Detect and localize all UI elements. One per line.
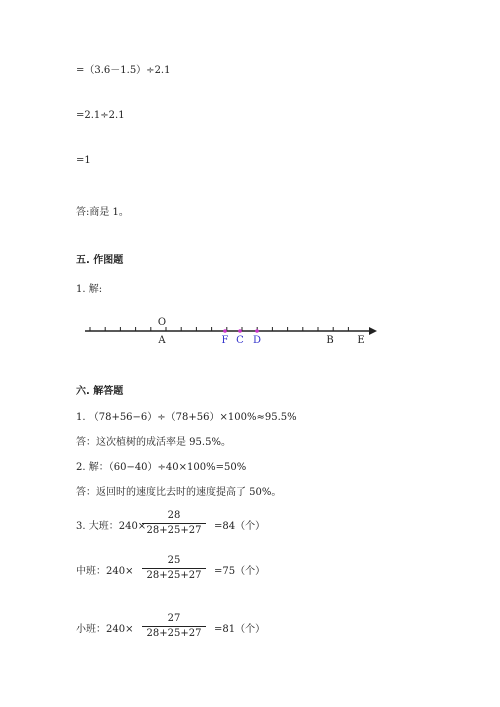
numerator: 27 [167, 613, 181, 624]
point-d [255, 329, 259, 333]
fraction-result: =81（个） [214, 624, 266, 635]
label-c: C [236, 335, 244, 346]
fraction-result: =84（个） [214, 521, 266, 532]
origin-label: O [157, 317, 167, 328]
step-line-3: =1 [76, 155, 91, 166]
fraction [142, 555, 206, 582]
question-6-1: 1. （78+56−6）÷（78+56）×100%≈95.5% [76, 412, 297, 423]
label-a: A [158, 335, 166, 346]
point-f [223, 329, 227, 333]
fraction-bar [142, 626, 206, 627]
denominator: 28+25+27 [146, 570, 202, 581]
step-line-1: =（3.6－1.5）÷2.1 [76, 65, 171, 76]
answer-6-2: 答：返回时的速度比去时的速度提高了 50%。 [76, 487, 282, 498]
answer-line: 答:商是 1。 [76, 207, 129, 218]
fraction-bar [142, 523, 206, 524]
fraction-bar [142, 568, 206, 569]
fraction-result: =75（个） [214, 566, 266, 577]
fraction [142, 613, 206, 640]
question-6-2: 2. 解：（60−40）÷40×100%=50% [76, 462, 247, 473]
denominator: 28+25+27 [146, 525, 202, 536]
point-c [238, 329, 242, 333]
label-e: E [357, 335, 365, 346]
section-heading-5: 五. 作图题 [76, 255, 124, 266]
label-b: B [326, 335, 334, 346]
answer-6-1: 答：这次植树的成活率是 95.5%。 [76, 437, 231, 448]
numerator: 25 [167, 555, 181, 566]
step-line-2: =2.1÷2.1 [76, 110, 125, 121]
label-f: F [221, 335, 229, 346]
section-heading-6: 六. 解答题 [76, 386, 124, 397]
fraction-prefix: 中班：240× [76, 566, 134, 577]
label-d: D [252, 335, 262, 346]
denominator: 28+25+27 [146, 628, 202, 639]
number-line [80, 312, 380, 348]
numerator: 28 [167, 510, 181, 521]
fraction-prefix: 3. 大班：240× [76, 521, 147, 532]
question-5-1: 1. 解: [76, 284, 103, 295]
fraction-prefix: 小班：240× [76, 624, 134, 635]
point-labels [157, 335, 364, 346]
fraction [142, 510, 206, 537]
